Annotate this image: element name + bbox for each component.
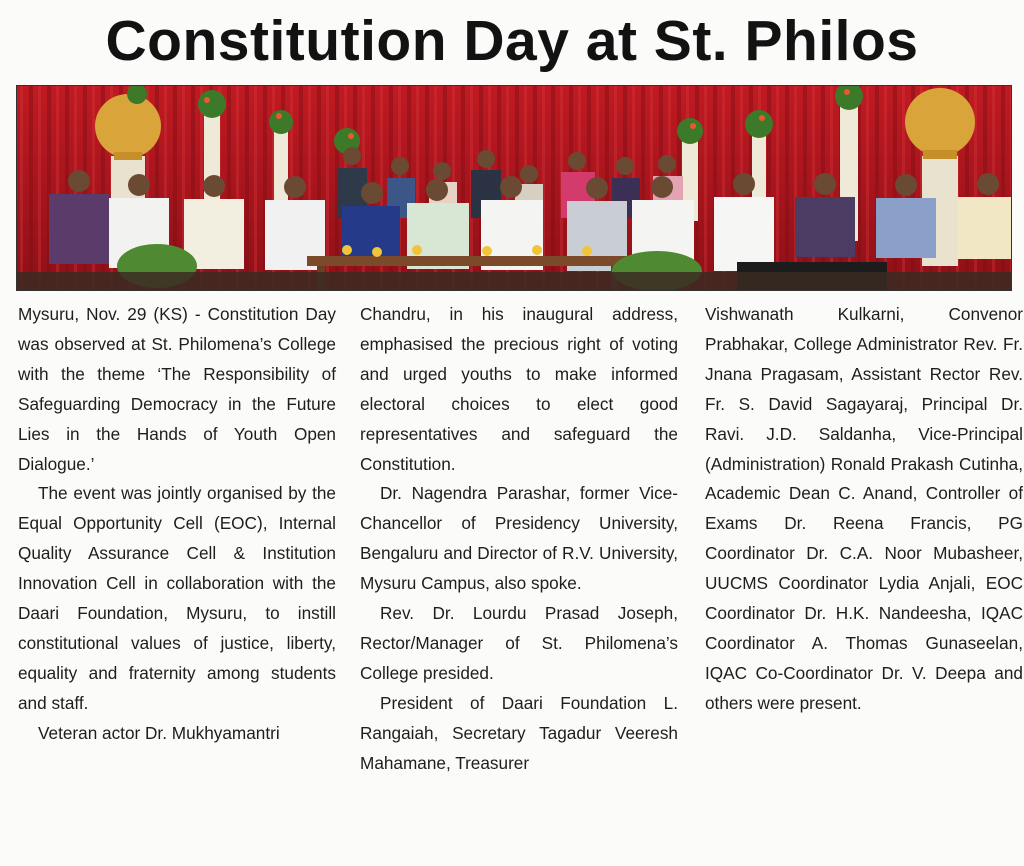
paragraph: President of Daari Foundation L. Rangaiah, Secretary Tagadur Veeresh Mahamane, Treasurer bbox=[360, 692, 678, 773]
paragraph: Chandru, in his inaugural address, emphasised the precious right of voting and urged youths to make informed electoral choices to elect good representatives and safeguard the Constitution. bbox=[360, 304, 678, 474]
event-photo bbox=[16, 85, 1012, 291]
article-column-1 bbox=[18, 300, 336, 749]
stage-table bbox=[307, 256, 627, 266]
paragraph: Rev. Dr. Lourdu Prasad Joseph, Rector/Manager of St. Philomena’s College presided. bbox=[360, 603, 678, 683]
paragraph: The event was jointly organised by the Equal Opportunity Cell (EOC), Internal Quality Assurance Cell & Institution Innovation Cell in collaboration with the Daari Foundation, Mysuru, to instill constitutional values of justice, liberty, equality and fraternity among students and staff. bbox=[18, 483, 336, 713]
headline: Constitution Day at St. Philos bbox=[105, 9, 919, 73]
paragraph: Veteran actor Dr. Mukhyamantri bbox=[38, 722, 280, 743]
article-column-3 bbox=[705, 300, 1023, 719]
article-column-2 bbox=[360, 300, 678, 779]
paragraph: Vishwanath Kulkarni, Convenor Prabhakar, College Administrator Rev. Fr. Jnana Pragasam, Assistant Rector Rev. Fr. S. David Sagayaraj, Principal Dr. Ravi. J.D. Saldanha, Vice-Principal (Administration) Ronald Prakash Cutinha, Academic Dean C. Anand, Controller of Exams Dr. Reena Francis, PG Coordinator Dr. C.A. Noor Mubasheer, UUCMS Coordinator Lydia Anjali, EOC Coordinator Dr. H.K. Nandeesha, IQAC Coordinator A. Thomas Gunaseelan, IQAC Co-Coordinator Dr. V. Deepa and others were present. bbox=[705, 304, 1023, 713]
paragraph: Mysuru, Nov. 29 (KS) - Constitution Day was observed at St. Philomena’s College with the theme ‘The Responsibility of Safeguarding Democracy in the Future Lies in the Hands of Youth Open Dialogue.’ bbox=[18, 304, 336, 474]
paragraph: Dr. Nagendra Parashar, former Vice-Chancellor of Presidency University, Bengaluru and Director of R.V. University, Mysuru Campus, also spoke. bbox=[360, 483, 678, 594]
stage-floor bbox=[17, 272, 1011, 290]
